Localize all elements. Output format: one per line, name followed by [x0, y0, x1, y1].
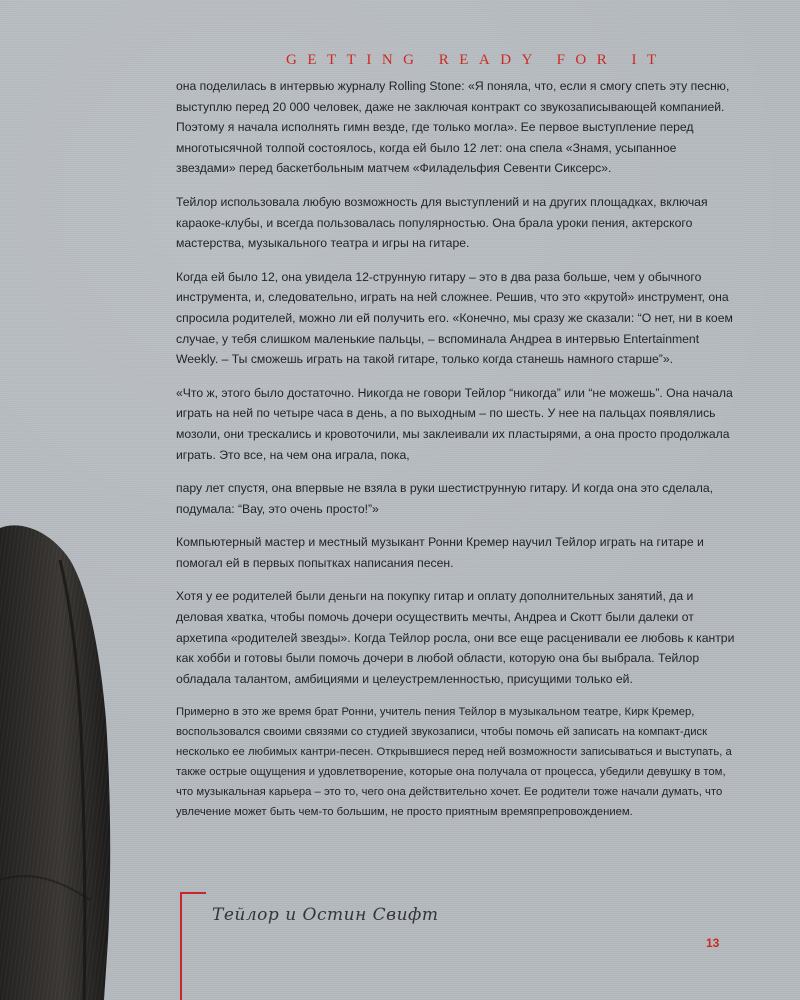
- book-title: Тейлор и Остин Свифт: [212, 905, 439, 925]
- paragraph-5: пару лет спустя, она впервые не взяла в руки шестиструнную гитару. И когда она это сделала, подумала: “Вау, это очень просто!”»: [176, 481, 714, 516]
- paragraph-6: Компьютерный мастер и местный музыкант Ронни Кремер научил Тейлор играть на гитаре и помогал ей в первых попытках написания песен.: [176, 535, 704, 570]
- footer-vertical-rule: [180, 892, 182, 1000]
- paragraph-2: Тейлор использовала любую возможность для выступлений и на других площадках, включая караоке-клубы, и всегда пользовалась популярностью. Она брала уроки пения, актерского мастерства, музыкального театра и игры на гитаре.: [176, 194, 708, 251]
- paragraph-3: Когда ей было 12, она увидела 12-струнную гитару – это в два раза больше, чем у обычного инструмента, и, следовательно, играть на ней сложнее. Решив, что это «крутой» инструмент, она спросила родителей, можно ли ей получить его. «Конечно, мы сразу же сказали: “О нет, ни в коем случае, у тебя слишком маленькие пальцы, – вспоминала Андреа в интервью Entertainment Weekly. – Ты сможешь играть на такой гитаре, только когда станешь намного старше”».: [176, 269, 733, 367]
- paragraph-7: Хотя у ее родителей были деньги на покупку гитар и оплату дополнительных занятий, да и деловая хватка, чтобы помочь дочери осуществить мечты, Андреа и Скотт были далеки от архетипа «родителей звезды». Когда Тейлор росла, они все еще расценивали ее любовь к кантри как хобби и готовы были помочь дочери в любой области, которую она бы выбрала. Тейлор обладала талантом, амбициями и целеустремленностью, присущими только ей.: [176, 589, 735, 686]
- body-text: [176, 76, 736, 835]
- footer-horizontal-rule: [180, 892, 206, 894]
- paragraph-8: Примерно в это же время брат Ронни, учитель пения Тейлор в музыкальном театре, Кирк Кремер, воспользовался своими связями со студией звукозаписи, чтобы помочь ей записать на компакт-диск несколько ее любимых кантри-песен. Открывшиеся перед ней возможности записываться и выступать, а также острые ощущения и удовлетворение, которые она получала от процесса, убедили девушку в том, что музыкальная карьера – это то, чего она действительно хочет. Ее родители тоже начали думать, что увлечение может быть чем-то большим, не просто приятным времяпрепровождением.: [176, 706, 732, 819]
- suit-figure-image: [0, 520, 120, 1000]
- running-header: GETTING READY FOR IT: [286, 52, 667, 68]
- paragraph-1: она поделилась в интервью журналу Rolling Stone: «Я поняла, что, если я смогу спеть эту песню, выступлю перед 20 000 человек, даже не заключая контракт со звукозаписывающей компанией. Поэтому я начала исполнять гимн везде, где только могла». Ее первое выступление перед многотысячной толпой состоялось, когда ей было 12 лет: она спела «Знамя, усыпанное звездами» перед баскетбольным матчем «Филадельфия Севенти Сиксерс».: [176, 79, 730, 176]
- paragraph-4: «Что ж, этого было достаточно. Никогда не говори Тейлор “никогда” или “не можешь”. Она начала играть на ней по четыре часа в день, а по выходным – по шесть. У нее на пальцах появлялись мозоли, они трескались и кровоточили, мы заклеивали их пластырями, а она просто продолжала играть. Это все, на чем она играла, пока,: [176, 385, 733, 462]
- page-number: 13: [706, 936, 720, 950]
